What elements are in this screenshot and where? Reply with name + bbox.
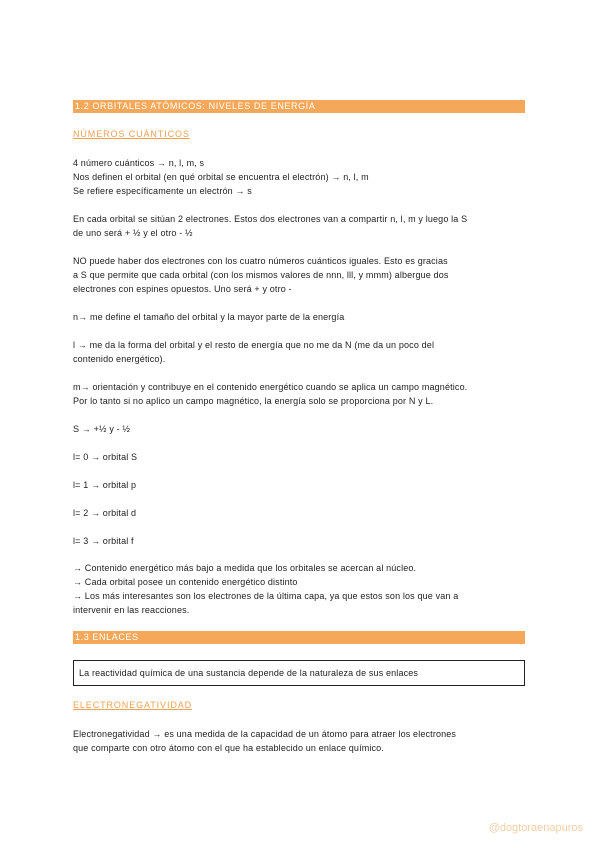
watermark: @dogtoraenapuros	[488, 822, 583, 834]
text-line: contenido energético).	[73, 354, 166, 364]
text-line: S → +½ y - ½	[73, 424, 131, 434]
section-title-enlaces: 1.3 ENLACES	[73, 631, 525, 644]
subheading-electronegatividad: ELECTRONEGATIVIDAD	[73, 700, 193, 710]
text-line: n→ me define el tamaño del orbital y la mayor parte de la energía	[73, 312, 345, 322]
text-line: de uno será + ½ y el otro - ½	[73, 228, 193, 238]
text-line: Electronegatividad → es una medida de la capacidad de un átomo para atraer los electrones	[73, 729, 457, 739]
text-line: → Cada orbital posee un contenido energético distinto	[73, 577, 298, 587]
boxed-note: La reactividad química de una sustancia depende de la naturaleza de sus enlaces	[73, 660, 525, 686]
text-line: → Contenido energético más bajo a medida que los orbitales se acercan al núcleo.	[73, 563, 417, 573]
text-line: NO puede haber dos electrones con los cuatro números cuánticos iguales. Esto es gracias	[73, 256, 448, 266]
text-line: → Los más interesantes son los electrones de la última capa, ya que estos son los que van a	[73, 591, 459, 601]
text-line: a S que permite que cada orbital (con los mismos valores de nnn, lll, y mmm) albergue dos	[73, 270, 449, 280]
text-line: l= 0 → orbital S	[73, 452, 138, 462]
text-line: que comparte con otro átomo con el que ha establecido un enlace químico.	[73, 743, 384, 753]
text-line: En cada orbital se sitúan 2 electrones. Estos dos electrones van a compartir n, l, m y luego la S	[73, 214, 468, 224]
text-line: l → me da la forma del orbital y el resto de energía que no me da N (me da un poco del	[73, 340, 435, 350]
text-line: l= 2 → orbital d	[73, 508, 137, 518]
text-line: Por lo tanto si no aplico un campo magnético, la energía solo se proporciona por N y L.	[73, 396, 434, 406]
text-line: Se refiere específicamente un electrón → s	[73, 186, 252, 196]
text-line: m→ orientación y contribuye en el contenido energético cuando se aplica un campo magnético.	[73, 382, 468, 392]
text-line: Nos definen el orbital (en qué orbital se encuentra el electrón) → n, l, m	[73, 172, 369, 182]
text-line: l= 3 → orbital f	[73, 536, 134, 546]
section-title-orbitales: 1.2 ORBITALES ATÓMICOS: NIVELES DE ENERGÍA	[73, 100, 525, 113]
text-line: intervenir en las reacciones.	[73, 605, 190, 615]
text-line: l= 1 → orbital p	[73, 480, 137, 490]
text-line: electrones con espines opuestos. Uno será + y otro -	[73, 284, 292, 294]
subheading-numeros-cuanticos: NÚMEROS CUÁNTICOS	[73, 129, 190, 139]
text-line: 4 número cuánticos → n, l, m, s	[73, 158, 205, 168]
